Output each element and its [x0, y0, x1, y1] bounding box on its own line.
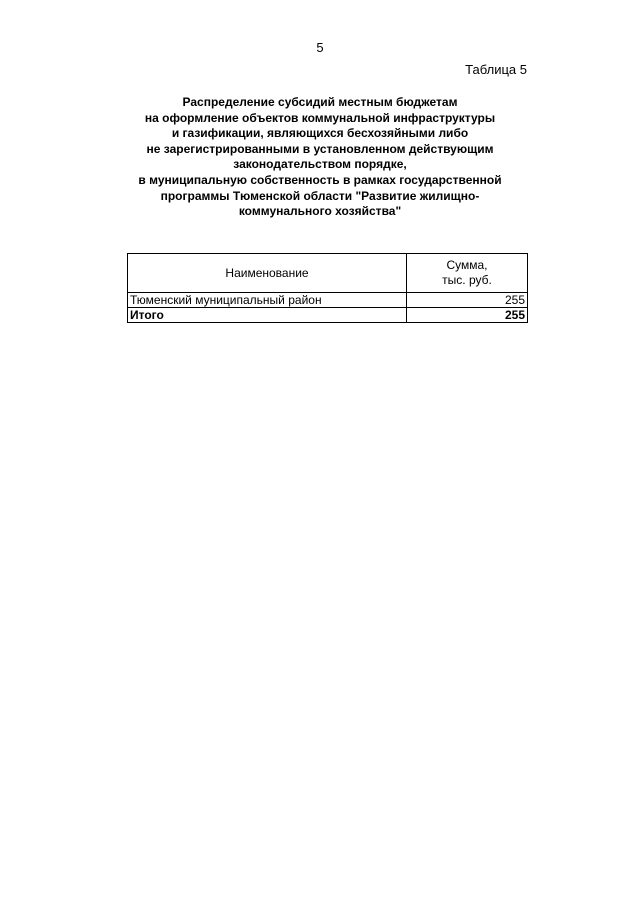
table-row — [128, 293, 528, 308]
table-header-row — [128, 254, 528, 293]
title-line: не зарегистрированными в установленном действующим — [146, 141, 494, 156]
total-row — [128, 308, 528, 323]
total-sum: 255 — [407, 308, 528, 323]
title-line: в муниципальную собственность в рамках государственной — [138, 172, 502, 187]
title-line: и газификации, являющихся бесхозяйными либо — [171, 126, 469, 141]
header-sum — [407, 254, 528, 293]
title-line: законодательством порядке, — [233, 157, 407, 172]
total-label: Итого — [128, 308, 407, 323]
header-sum-line2: тыс. руб. — [442, 273, 492, 287]
row-sum: 255 — [407, 293, 528, 308]
title-line: коммунального хозяйства" — [238, 204, 402, 219]
title-line: на оформление объектов коммунальной инфраструктуры — [144, 110, 496, 125]
table-reference: Таблица 5 — [465, 62, 527, 77]
subsidy-table — [127, 253, 528, 323]
row-name: Тюменский муниципальный район — [128, 293, 407, 308]
header-name: Наименование — [128, 254, 407, 293]
document-title — [0, 95, 640, 220]
title-line: программы Тюменской области "Развитие жилищно- — [160, 188, 480, 203]
page-number: 5 — [316, 40, 324, 55]
header-sum-line1: Сумма, — [446, 258, 488, 272]
title-line: Распределение субсидий местным бюджетам — [182, 95, 458, 109]
